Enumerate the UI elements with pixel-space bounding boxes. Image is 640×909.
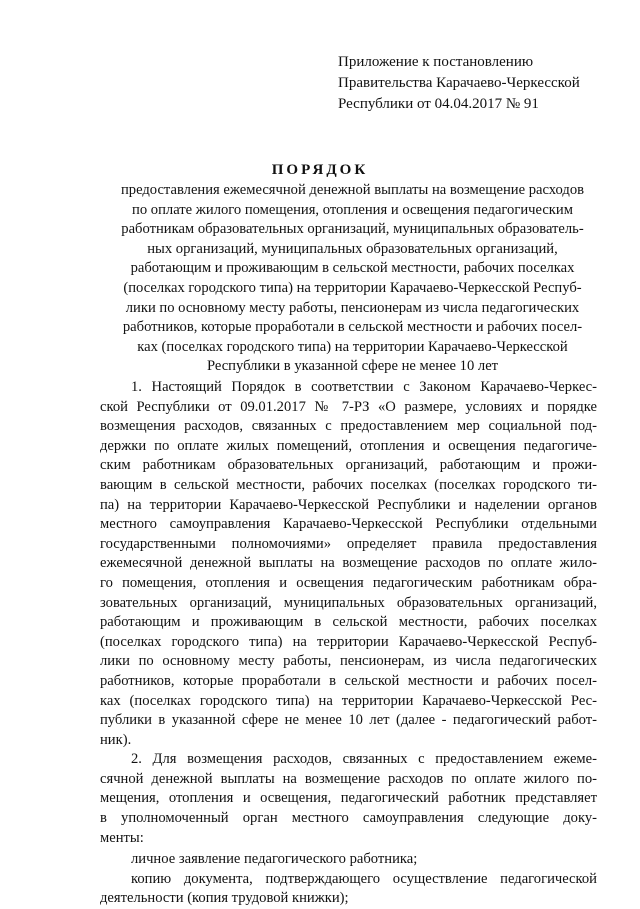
- paragraph-line: менты:: [100, 829, 144, 846]
- paragraph-line: (поселках городского типа) на территории Карачаево-Черкесской Респуб-: [100, 633, 597, 650]
- paragraph-line: зовательных организаций, муниципальных образовательных организаций,: [100, 594, 597, 611]
- paragraph-line: мещения, отопления и освещения, педагогический работник представляет: [100, 790, 597, 807]
- paragraph-line: сячной денежной выплаты на возмещение расходов по оплате жилого по-: [100, 770, 597, 787]
- paragraph-line: лики по основному месту работы, пенсионерам, из числа педагогических: [100, 653, 597, 670]
- paragraph-line: ник).: [100, 731, 132, 748]
- paragraph-line: держки по оплате жилых помещений, отопления и освещения педагогиче-: [100, 437, 597, 454]
- appendix-header: [338, 52, 628, 115]
- paragraph-line: 1. Настоящий Порядок в соответствии с Законом Карачаево-Черкес-: [131, 379, 597, 395]
- paragraph-line: местного самоуправления Карачаево-Черкесской Республики отдельными: [100, 516, 597, 533]
- list-item: деятельности (копия трудовой книжки);: [100, 890, 349, 907]
- paragraph-line: ским работникам образовательных организаций, работающим и прожи-: [100, 457, 597, 474]
- subtitle-line: ках (поселках городского типа) на территории Карачаево-Черкесской: [137, 338, 568, 355]
- paragraph-line: го помещения, отопления и освещения педагогическим работникам обра-: [100, 574, 597, 591]
- paragraph-line: вающим в сельской местности, рабочих поселках (поселках городского ти-: [100, 476, 597, 493]
- appendix-line: Правительства Карачаево-Черкесской: [338, 75, 580, 91]
- document-subtitle: [100, 181, 605, 377]
- subtitle-line: работникам образовательных организаций, муниципальных образователь-: [121, 221, 584, 238]
- list-item: копию документа, подтверждающего осуществление педагогической: [131, 870, 597, 887]
- appendix-line: Республики от 04.04.2017 № 91: [338, 96, 539, 112]
- paragraph-line: государственными полномочиями» определяет правила предоставления: [100, 535, 597, 552]
- paragraph-line: ках (поселках городского типа) на территории Карачаево-Черкесской Рес-: [100, 692, 597, 709]
- subtitle-line: работающим и проживающим в сельской местности, рабочих поселках: [130, 260, 575, 277]
- paragraph-line: 2. Для возмещения расходов, связанных с предоставлением ежеме-: [131, 751, 597, 768]
- document-body: [100, 378, 597, 909]
- appendix-line: Приложение к постановлению: [338, 54, 534, 70]
- subtitle-line: предоставления ежемесячной денежной выплаты на возмещение расходов: [120, 182, 585, 198]
- subtitle-line: ных организаций, муниципальных образовательных организаций,: [147, 240, 558, 257]
- paragraph-line: публики в указанной сфере не менее 10 лет (далее - педагогический работ-: [100, 712, 597, 729]
- document-title: ПОРЯДОК: [271, 162, 369, 178]
- paragraph-line: возмещения расходов, связанных с предоставлением мер социальной под-: [100, 418, 597, 435]
- paragraph-line: па) на территории Карачаево-Черкесской Республики и наделении органов: [100, 496, 597, 513]
- paragraph-line: ской Республики от 09.01.2017 № 7-РЗ «О размере, условиях и порядке: [100, 398, 597, 415]
- subtitle-line: работников, которые проработали в сельской местности и рабочих посел-: [122, 319, 583, 336]
- subtitle-line: Республики в указанной сфере не менее 10 лет: [206, 358, 499, 375]
- paragraph-2: [100, 750, 597, 848]
- paragraph-line: работающим и проживающим в сельской местности, рабочих поселках: [100, 614, 597, 631]
- paragraph-line: в уполномоченный орган местного самоуправления следующие доку-: [100, 810, 597, 827]
- paragraph-line: ежемесячной денежной выплаты на возмещение расходов по оплате жило-: [100, 555, 597, 572]
- subtitle-line: (поселках городского типа) на территории Карачаево-Черкесской Респуб-: [123, 279, 582, 296]
- paragraph-line: работников, которые проработали в сельской местности и рабочих посел-: [100, 672, 597, 689]
- list-item: личное заявление педагогического работника;: [131, 851, 418, 868]
- subtitle-line: лики по основному месту работы, пенсионерам из числа педагогических: [125, 299, 580, 316]
- document-list: [100, 850, 597, 909]
- paragraph-1: [100, 378, 597, 750]
- subtitle-line: по оплате жилого помещения, отопления и освещения педагогическим: [132, 201, 573, 218]
